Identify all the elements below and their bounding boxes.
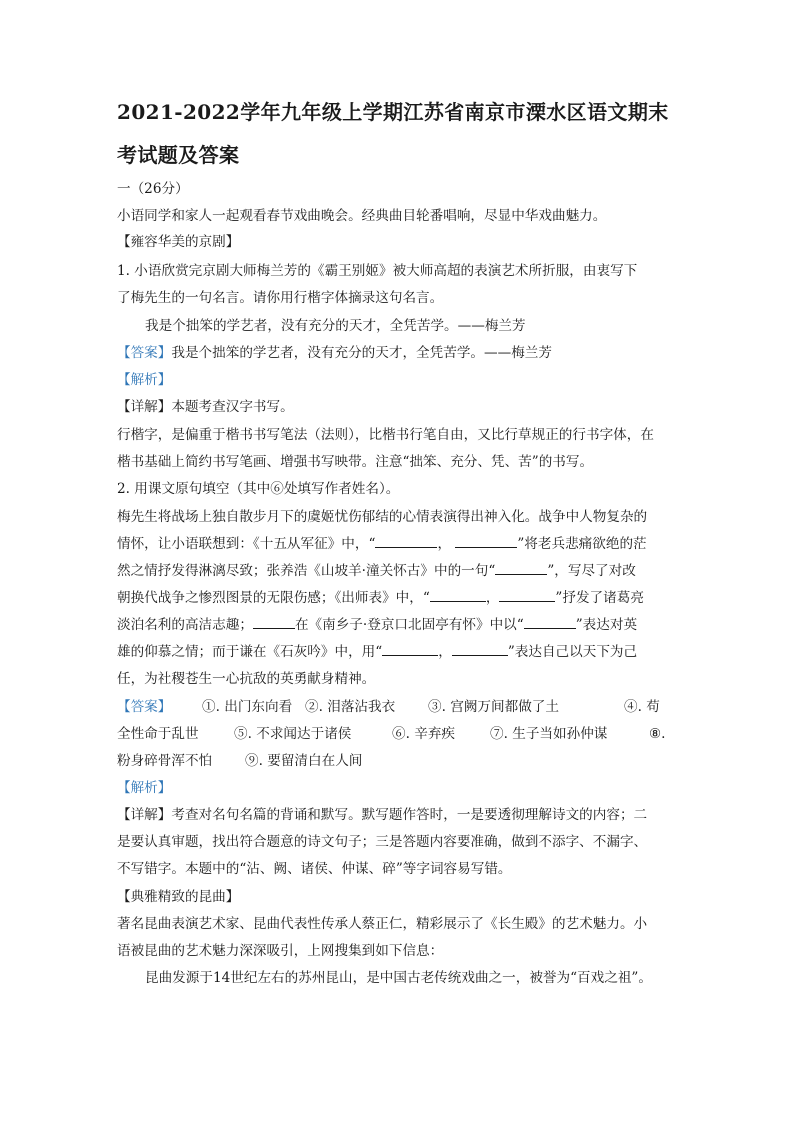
fill-blank-9	[452, 643, 508, 656]
fill-blank-4	[430, 589, 486, 602]
fill-blank-6	[253, 616, 295, 629]
kunqu-text-line2: 语被昆曲的艺术魅力深深吸引，上网搜集到如下信息：	[117, 943, 444, 959]
q1-quote: 我是个拙笨的学艺者，没有充分的天才，全凭苦学。——梅兰芳	[145, 318, 526, 334]
q2-detail-line2: 是要认真审题，找出符合题意的诗文句子；三是答题内容要准确，做到不添字、不漏字、	[117, 834, 648, 850]
q2-detail-line1: 【详解】考查对名句名篇的背诵和默写。默写题作答时，一是要透彻理解诗文的内容；二	[117, 807, 648, 823]
q2-text-line2: 情怀，让小语联想到：《十五从军征》中，“ ， ”将老兵悲痛欲绝的茫	[117, 536, 647, 552]
q1-detail: 【详解】本题考查汉字书写。	[117, 399, 294, 415]
q1-analysis-tag: 【解析】	[117, 372, 172, 388]
q1-explanation-line1: 行楷字，是偏重于楷书书写笔法（法则），比楷书行笔自由，又比行草规正的行书字体，在	[117, 427, 654, 443]
intro-paragraph: 小语同学和家人一起观看春节戏曲晚会。经典曲目轮番唱响，尽显中华戏曲魅力。	[117, 208, 607, 224]
q2-text-line6: 雄的仰慕之情；而于谦在《石灰吟》中，用“ ， ”表达自己以天下为己	[117, 644, 638, 660]
q1-text-line1: 1. 小语欣赏完京剧大师梅兰芳的《霸王别姬》被大师高超的表演艺术所折服，由衷写下	[117, 263, 638, 279]
q2-detail-line3: 不写错字。本题中的“沾、阙、诸侯、仲谋、碎”等字词容易写错。	[117, 861, 512, 877]
q1-answer-text: 我是个拙笨的学艺者，没有充分的天才，全凭苦学。——梅兰芳	[171, 345, 552, 361]
fill-blank-3	[495, 562, 547, 575]
fill-blank-7	[524, 616, 576, 629]
jingju-header: 【雍容华美的京剧】	[117, 234, 240, 250]
q2-analysis-tag: 【解析】	[117, 780, 172, 796]
section-header: 一（26分）	[117, 181, 189, 197]
fill-blank-8	[382, 643, 438, 656]
q1-explanation-line2: 楷书基础上简约书写笔画、增强书写映带。注意“拙笨、充分、凭、苦”的书写。	[117, 454, 594, 470]
document-title-line2: 考试题及答案	[117, 143, 240, 167]
q2-answer-line1: 【答案】 ①. 出门东向看 ②. 泪落沾我衣 ③. 宫阙万间都做了土 ④. 苟	[117, 699, 660, 715]
q2-text-line5: 淡泊名利的高洁志趣； 在《南乡子·登京口北固亭有怀》中以“ ”表达对英	[117, 617, 638, 633]
document-page: 2021-2022学年九年级上学期江苏省南京市溧水区语文期末 考试题及答案 一（26分） 小语同学和家人一起观看春节戏曲晚会。经典曲目轮番唱响，尽显中华戏曲魅力。 【雍容华美的京剧】 1. 小语欣赏完京剧大师梅兰芳的《霸王别姬》被大师高超的表演艺术所折服，由衷写下 了梅先生的一句名言。请你用行楷字体摘录这句名言。 我是个拙笨的学艺者，没有充分的天才，全凭苦学。——梅兰芳 【答案】我是个拙笨的学艺者，没有充分的天才，全凭苦学。——梅兰芳 【解析】 【详解】本题考查汉字书写。 行楷字，是偏重于楷书书写笔法（法则），比楷书行笔自由，又比行草规正的行书字体，在 楷书基础上简约书写笔画、增强书写映带。注意“拙笨、充分、凭、苦”的书写。 2. 用课文原句填空（其中⑥处填写作者姓名）。 梅先生将战场上独自散步月下的虞姬忧伤郁结的心情表演得出神入化。战争中人物复杂的 情怀，让小语联想到：《十五从军征》中，“ ， ”将老兵悲痛欲绝的茫 然之情抒发得淋漓尽致；张养浩《山坡羊·潼关怀古》中的一句“ ”，写尽了对改 朝换代战争之惨烈图景的无限伤感；《出师表》中，“ ， ”抒发了诸葛亮 淡泊名利的高洁志趣； 在《南乡子·登京口北固亭有怀》中以“ ”表达对英 雄的仰慕之情；而于谦在《石灰吟》中，用“ ， ”表达自己以天下为己 任，为社稷苍生一心抗敌的英勇献身精神。 【答案】 ①. 出门东向看 ②. 泪落沾我衣 ③. 宫阙万间都做了土 ④. 苟 全性命于乱世 ⑤. 不求闻达于诸侯 ⑥. 辛弃疾 ⑦. 生子当如孙仲谋 ⑧. 粉身碎骨浑不怕 ⑨. 要留清白在人间 【解析】 【详解】考查对名句名篇的背诵和默写。默写题作答时，一是要透彻理解诗文的内容；二 是要认真审题，找出符合题意的诗文句子；三是答题内容要准确，做到不添字、不漏字、 不写错字。本题中的“沾、阙、诸侯、仲谋、碎”等字词容易写错。 【典雅精致的昆曲】 著名昆曲表演艺术家、昆曲代表性传承人蔡正仁，精彩展示了《长生殿》的艺术魅力。小 语被昆曲的艺术魅力深深吸引，上网搜集到如下信息： 昆曲发源于14世纪左右的苏州昆山，是中国古老传统戏曲之一，被誉为“百戏之祖”。	[0, 0, 794, 1123]
kunqu-text-line1: 著名昆曲表演艺术家、昆曲代表性传承人蔡正仁，精彩展示了《长生殿》的艺术魅力。小	[117, 916, 648, 932]
kunqu-header: 【典雅精致的昆曲】	[117, 889, 240, 905]
q2-text-line1: 梅先生将战场上独自散步月下的虞姬忧伤郁结的心情表演得出神入化。战争中人物复杂的	[117, 509, 648, 525]
fill-blank-2	[455, 535, 517, 548]
q2-text-line7: 任，为社稷苍生一心抗敌的英勇献身精神。	[117, 671, 376, 687]
q2-prompt: 2. 用课文原句填空（其中⑥处填写作者姓名）。	[117, 481, 400, 497]
fill-blank-1	[375, 535, 437, 548]
q2-text-line3: 然之情抒发得淋漓尽致；张养浩《山坡羊·潼关怀古》中的一句“ ”，写尽了对改	[117, 563, 636, 579]
q1-answer	[117, 344, 682, 362]
fill-blank-5	[499, 589, 555, 602]
q1-text-line2: 了梅先生的一句名言。请你用行楷字体摘录这句名言。	[117, 290, 444, 306]
q2-text-line4: 朝换代战争之惨烈图景的无限伤感；《出师表》中，“ ， ”抒发了诸葛亮	[117, 590, 644, 606]
answer-tag: 【答案】	[117, 345, 172, 361]
answer-tag: 【答案】	[117, 699, 172, 715]
kunqu-text-line3: 昆曲发源于14世纪左右的苏州昆山，是中国古老传统戏曲之一，被誉为“百戏之祖”。	[145, 970, 652, 986]
document-title-line1: 2021-2022学年九年级上学期江苏省南京市溧水区语文期末	[117, 100, 669, 124]
